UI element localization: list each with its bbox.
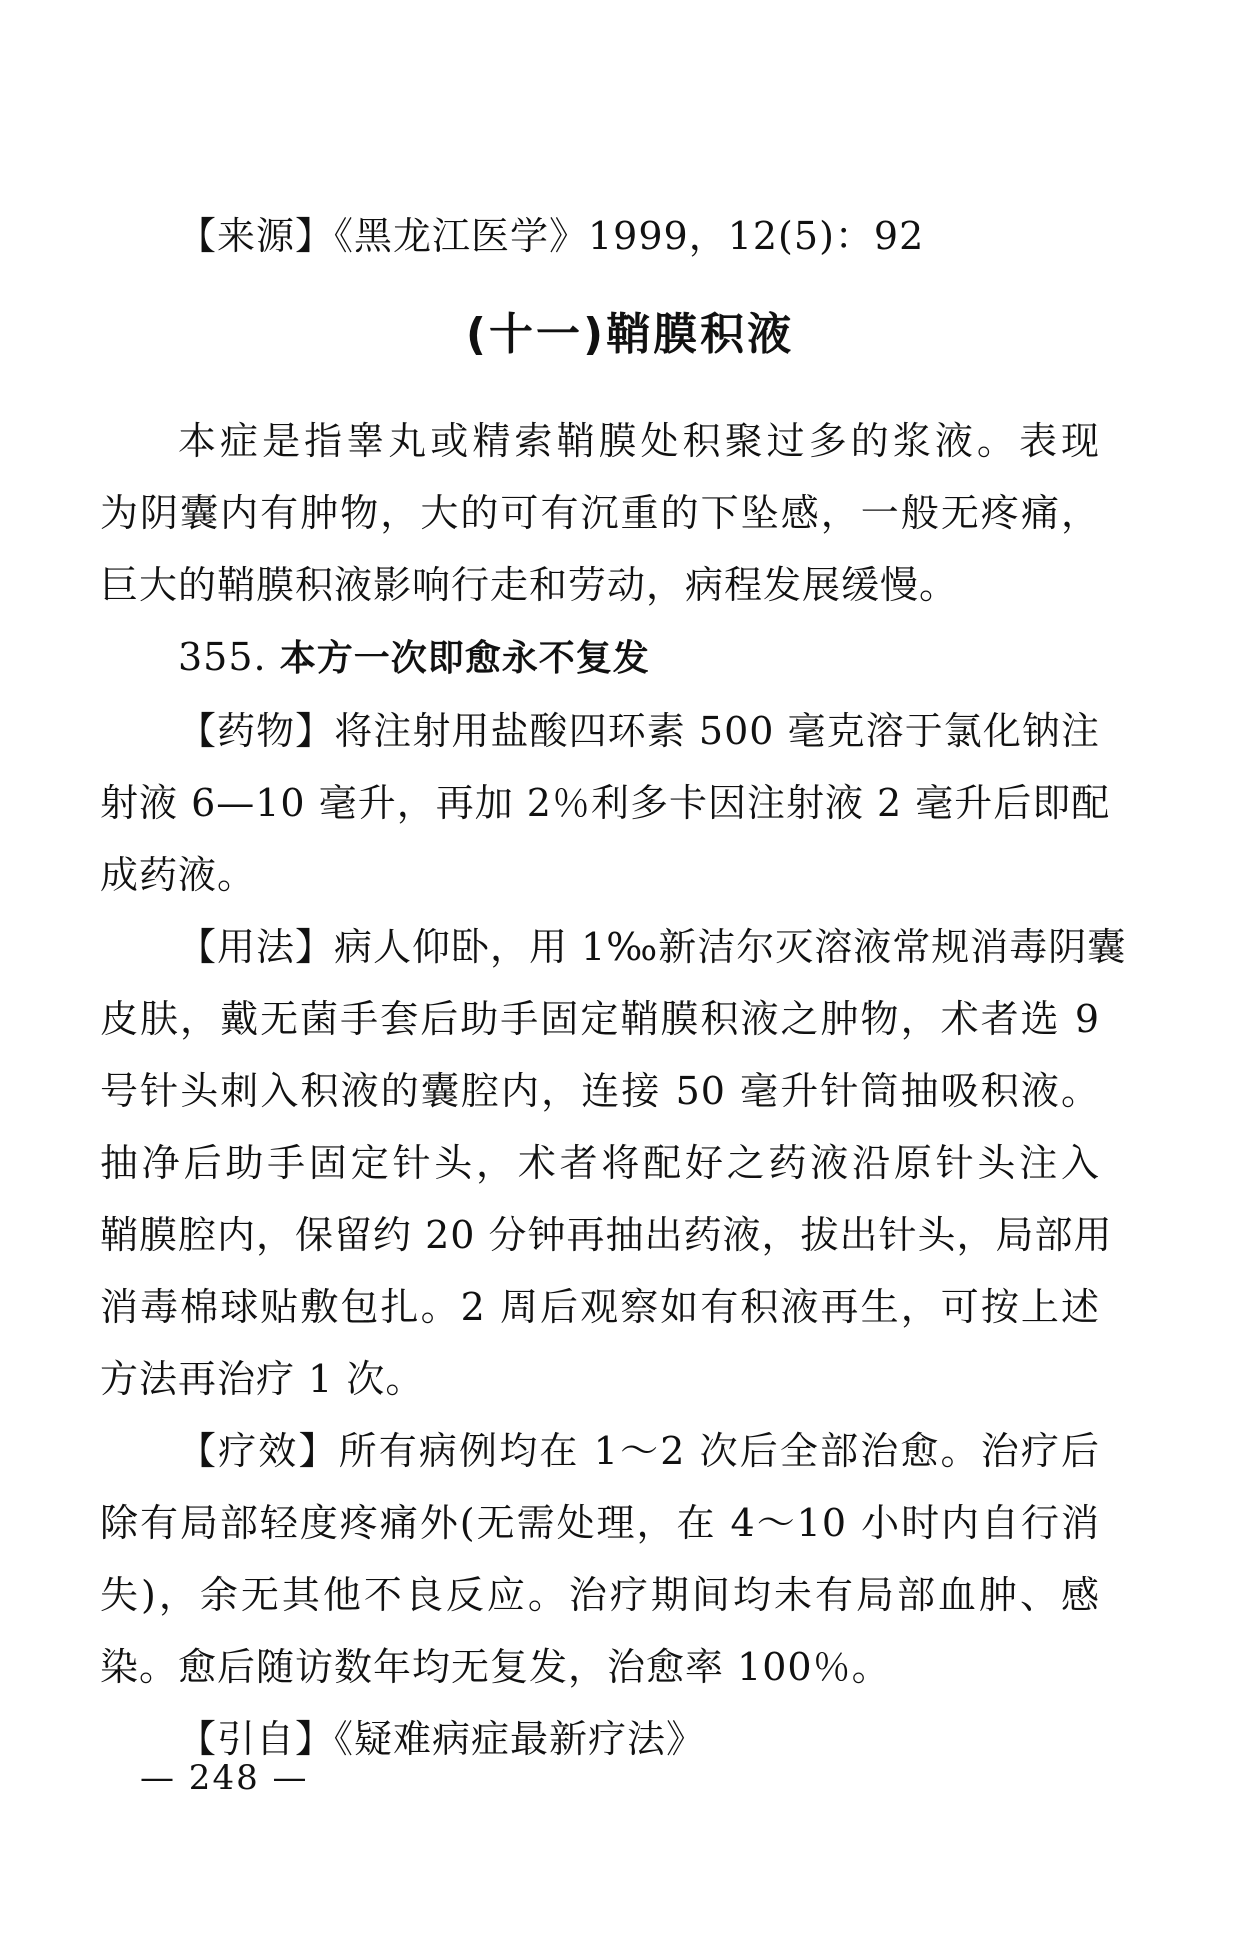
- intro-line: 巨大的鞘膜积液影响行走和劳动，病程发展缓慢。: [100, 563, 959, 607]
- efficacy-line: 除有局部轻度疼痛外(无需处理，在 4～10 小时内自行消: [100, 1501, 1100, 1545]
- usage-line: 【用法】病人仰卧，用 1‰新洁尔灭溶液常规消毒阴囊: [178, 925, 1127, 969]
- efficacy-line: 【疗效】所有病例均在 1～2 次后全部治愈。治疗后: [178, 1429, 1100, 1473]
- usage-line: 皮肤，戴无菌手套后助手固定鞘膜积液之肿物，术者选 9: [100, 997, 1100, 1041]
- item-heading: [100, 621, 1100, 695]
- page-number: — 248 —: [140, 1758, 309, 1798]
- usage-line: 号针头刺入积液的囊腔内，连接 50 毫升针筒抽吸积液。: [100, 1069, 1100, 1113]
- usage-line: 鞘膜腔内，保留约 20 分钟再抽出药液，拔出针头，局部用: [100, 1213, 1113, 1257]
- drug-line: 射液 6—10 毫升，再加 2％利多卡因注射液 2 毫升后即配: [100, 781, 1111, 825]
- intro-line: 本症是指睾丸或精索鞘膜处积聚过多的浆液。表现: [178, 419, 1100, 463]
- citation: 【引自】《疑难病症最新疗法》: [178, 1717, 706, 1761]
- usage-line: 消毒棉球贴敷包扎。2 周后观察如有积液再生，可按上述: [100, 1285, 1100, 1329]
- item-number: 355.: [178, 635, 267, 679]
- source-citation: 【来源】《黑龙江医学》1999，12(5)：92: [178, 214, 925, 258]
- usage-line: 抽净后助手固定针头，术者将配好之药液沿原针头注入: [100, 1141, 1100, 1185]
- efficacy-line: 失)，余无其他不良反应。治疗期间均未有局部血肿、感: [100, 1573, 1100, 1617]
- efficacy-line: 染。愈后随访数年均无复发，治愈率 100％。: [100, 1645, 891, 1689]
- body-text: [100, 405, 1127, 1775]
- intro-line: 为阴囊内有肿物，大的可有沉重的下坠感，一般无疼痛，: [100, 491, 1100, 535]
- drug-line: 【药物】将注射用盐酸四环素 500 毫克溶于氯化钠注: [178, 709, 1100, 753]
- section-heading: (十一)鞘膜积液: [465, 309, 795, 360]
- item-title: 本方一次即愈永不复发: [279, 638, 650, 679]
- drug-line: 成药液。: [100, 853, 257, 897]
- usage-line: 方法再治疗 1 次。: [100, 1357, 425, 1401]
